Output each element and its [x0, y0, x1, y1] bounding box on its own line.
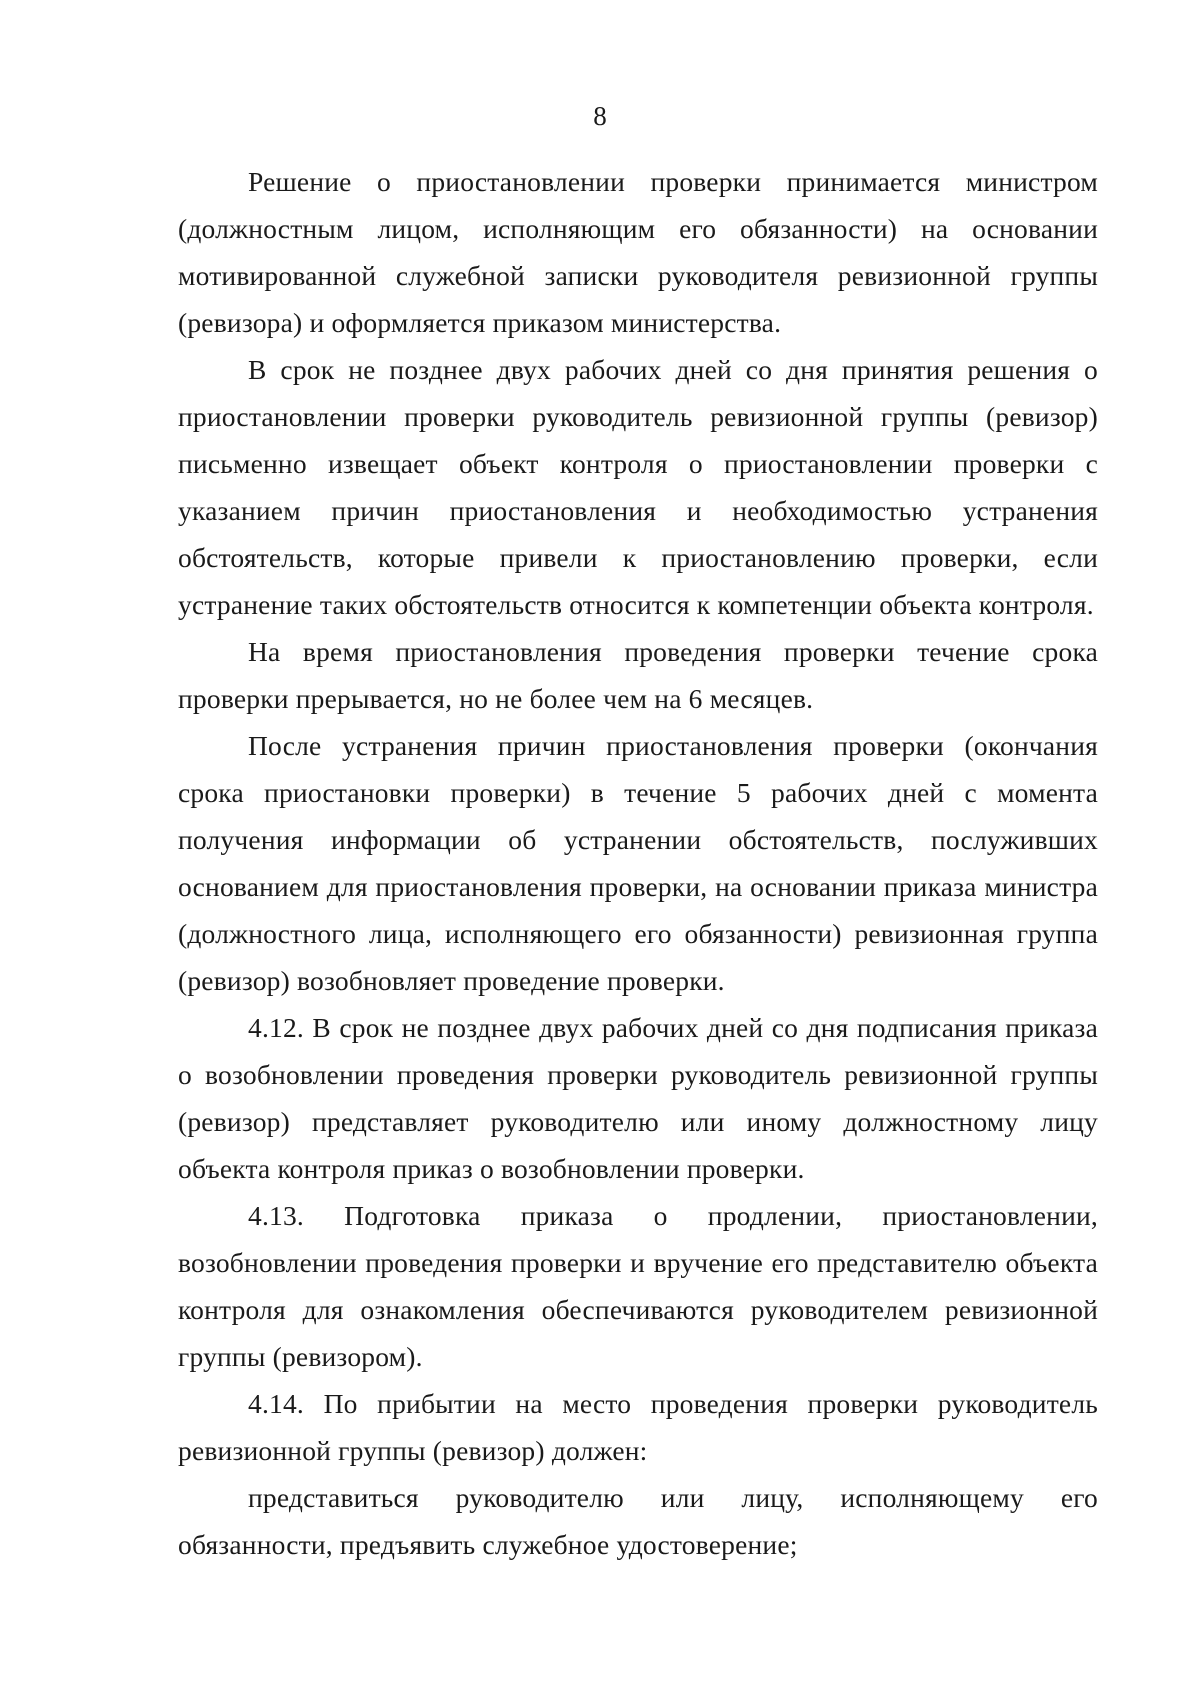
paragraph-4-14: 4.14. По прибытии на место проведения проверки руководитель ревизионной группы (ревизор) должен: [178, 1388, 1098, 1466]
document-body [178, 158, 1098, 1568]
paragraph-suspension-period: На время приостановления проведения проверки течение срока проверки прерывается, но не более чем на 6 месяцев. [178, 636, 1098, 714]
paragraph-notification: В срок не позднее двух рабочих дней со дня принятия решения о приостановлении проверки руководитель ревизионной группы (ревизор) письменно извещает объект контроля о приостановлении проверки с указанием причин приостановления и необходимостью устранения обстоятельств, которые привели к приостановлению проверки, если устранение таких обстоятельств относится к компетенции объекта контроля. [178, 354, 1098, 620]
paragraph-resumption: После устранения причин приостановления проверки (окончания срока приостановки проверки) в течение 5 рабочих дней с момента получения информации об устранении обстоятельств, послуживших основанием для приостановления проверки, на основании приказа министра (должностного лица, исполняющего его обязанности) ревизионная группа (ревизор) возобновляет проведение проверки. [178, 730, 1098, 996]
paragraph-4-13: 4.13. Подготовка приказа о продлении, приостановлении, возобновлении проведения проверки и вручение его представителю объекта контроля для ознакомления обеспечиваются руководителем ревизионной группы (ревизором). [178, 1200, 1098, 1372]
page-number: 8 [593, 101, 607, 131]
paragraph-suspension-decision: Решение о приостановлении проверки принимается министром (должностным лицом, исполняющим его обязанности) на основании мотивированной служебной записки руководителя ревизионной группы (ревизора) и оформляется приказом министерства. [178, 166, 1098, 338]
paragraph-4-12: 4.12. В срок не позднее двух рабочих дней со дня подписания приказа о возобновлении проведения проверки руководитель ревизионной группы (ревизор) представляет руководителю или иному должностному лицу объекта контроля приказ о возобновлении проверки. [178, 1012, 1098, 1184]
paragraph-present-credentials: представиться руководителю или лицу, исполняющему его обязанности, предъявить служебное удостоверение; [178, 1482, 1098, 1560]
